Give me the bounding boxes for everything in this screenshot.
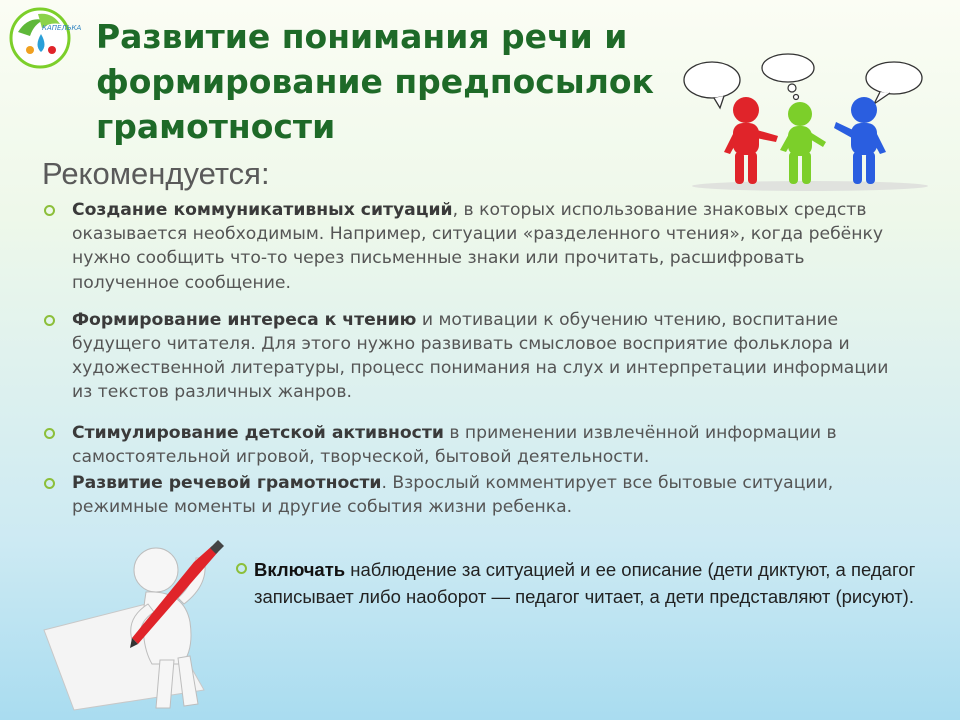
recommendation-heading: Рекомендуется:: [42, 156, 270, 191]
red-figure-icon: [724, 97, 778, 184]
speech-bubble-icon: [684, 62, 740, 108]
kapelka-logo: [8, 6, 82, 70]
list-item: [44, 421, 904, 469]
list-item-text: , в которых использование знаковых средств оказывается необходимым. Например, ситуации «разделенного чтения», когда ребёнку нужно сообщить что-то через письменные знаки или прочитать, расшифровать полученное сообщение.: [72, 200, 884, 293]
list-item: [44, 308, 904, 405]
list-item-bold: Развитие речевой грамотности: [72, 473, 382, 494]
bullet-circle-icon: [44, 478, 55, 489]
list-item-bold: Создание коммуникативных ситуаций: [72, 200, 453, 220]
list-item-text: и мотивации к обучению чтению, воспитание будущего читателя. Для этого нужно развивать смысловое восприятие фольклора и художественной литературы, процесс понимания на слух и интерпретации информации из текстов различных жанров.: [72, 309, 889, 403]
list-item: [44, 198, 904, 295]
page-title: Развитие понимания речи и формирование предпосылок грамотности: [96, 17, 654, 146]
recommendation-list: [44, 198, 904, 519]
list-item-text: . Взрослый комментирует все бытовые ситуации, режимные моменты и другие события жизни ребенка.: [72, 473, 834, 518]
note-body: наблюдение за ситуацией и ее описание (дети диктуют, а педагог записывает либо наоборот — педагог читает, а дети представляют (рисуют).: [254, 559, 916, 607]
blue-figure-icon: [834, 97, 886, 184]
list-item-text: в применении извлечённой информации в самостоятельной игровой, творческой, бытовой деятельности.: [72, 422, 837, 467]
list-item-bold: Формирование интереса к чтению: [72, 309, 417, 330]
list-item-bold: Стимулирование детской активности: [72, 422, 444, 443]
bullet-circle-icon: [44, 205, 55, 216]
note-bold: Включать: [254, 559, 346, 580]
note-text: [236, 556, 954, 610]
bullet-circle-icon: [44, 428, 55, 439]
three-figures-talking-illustration: [680, 52, 930, 192]
figure-writing-with-pencil-illustration: [34, 540, 234, 715]
bullet-circle-icon: [236, 563, 247, 574]
thought-bubble-icon: [762, 54, 814, 100]
bullet-circle-icon: [44, 315, 55, 326]
green-figure-icon: [780, 102, 826, 184]
speech-bubble-icon: [866, 62, 922, 104]
logo-text: КАПЕЛЬКА: [42, 24, 82, 32]
list-item: [44, 471, 904, 519]
